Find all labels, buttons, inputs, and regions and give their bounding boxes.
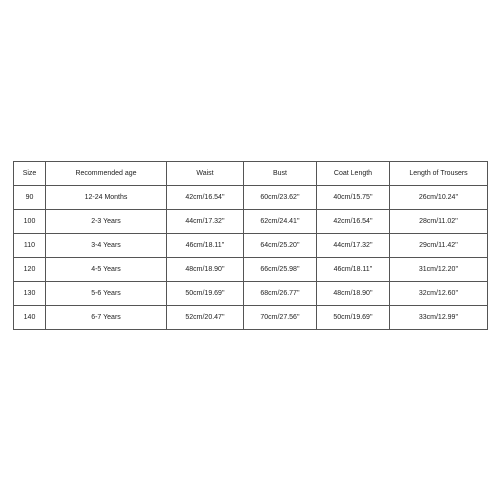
table-row	[14, 282, 488, 306]
header-bust: Bust	[244, 162, 317, 186]
cell-length-of-trousers: 32cm/12.60''	[390, 282, 488, 306]
cell-length-of-trousers: 31cm/12.20''	[390, 258, 488, 282]
cell-coat-length: 44cm/17.32''	[317, 234, 390, 258]
cell-length-of-trousers: 33cm/12.99''	[390, 306, 488, 330]
cell-bust: 68cm/26.77''	[244, 282, 317, 306]
cell-length-of-trousers: 29cm/11.42''	[390, 234, 488, 258]
cell-coat-length: 50cm/19.69''	[317, 306, 390, 330]
cell-coat-length: 46cm/18.11''	[317, 258, 390, 282]
cell-waist: 48cm/18.90''	[167, 258, 244, 282]
header-waist: Waist	[167, 162, 244, 186]
table-header-row	[14, 162, 488, 186]
cell-length-of-trousers: 28cm/11.02''	[390, 210, 488, 234]
cell-recommended-age: 3-4 Years	[46, 234, 167, 258]
cell-bust: 70cm/27.56''	[244, 306, 317, 330]
cell-recommended-age: 2-3 Years	[46, 210, 167, 234]
cell-bust: 60cm/23.62''	[244, 186, 317, 210]
header-length-of-trousers: Length of Trousers	[390, 162, 488, 186]
cell-waist: 46cm/18.11''	[167, 234, 244, 258]
cell-coat-length: 42cm/16.54''	[317, 210, 390, 234]
cell-coat-length: 48cm/18.90''	[317, 282, 390, 306]
cell-waist: 50cm/19.69''	[167, 282, 244, 306]
cell-recommended-age: 5-6 Years	[46, 282, 167, 306]
table-row	[14, 210, 488, 234]
cell-size: 100	[14, 210, 46, 234]
cell-coat-length: 40cm/15.75''	[317, 186, 390, 210]
cell-size: 130	[14, 282, 46, 306]
table-row	[14, 234, 488, 258]
cell-size: 90	[14, 186, 46, 210]
cell-recommended-age: 12-24 Months	[46, 186, 167, 210]
cell-waist: 42cm/16.54''	[167, 186, 244, 210]
size-chart-table	[13, 161, 488, 330]
cell-size: 110	[14, 234, 46, 258]
header-size: Size	[14, 162, 46, 186]
table-row	[14, 306, 488, 330]
cell-bust: 64cm/25.20''	[244, 234, 317, 258]
cell-recommended-age: 6-7 Years	[46, 306, 167, 330]
table-row	[14, 186, 488, 210]
cell-size: 140	[14, 306, 46, 330]
cell-bust: 66cm/25.98''	[244, 258, 317, 282]
header-coat-length: Coat Length	[317, 162, 390, 186]
cell-waist: 52cm/20.47''	[167, 306, 244, 330]
header-recommended-age: Recommended age	[46, 162, 167, 186]
cell-waist: 44cm/17.32''	[167, 210, 244, 234]
cell-size: 120	[14, 258, 46, 282]
cell-recommended-age: 4-5 Years	[46, 258, 167, 282]
cell-bust: 62cm/24.41''	[244, 210, 317, 234]
cell-length-of-trousers: 26cm/10.24''	[390, 186, 488, 210]
table-row	[14, 258, 488, 282]
